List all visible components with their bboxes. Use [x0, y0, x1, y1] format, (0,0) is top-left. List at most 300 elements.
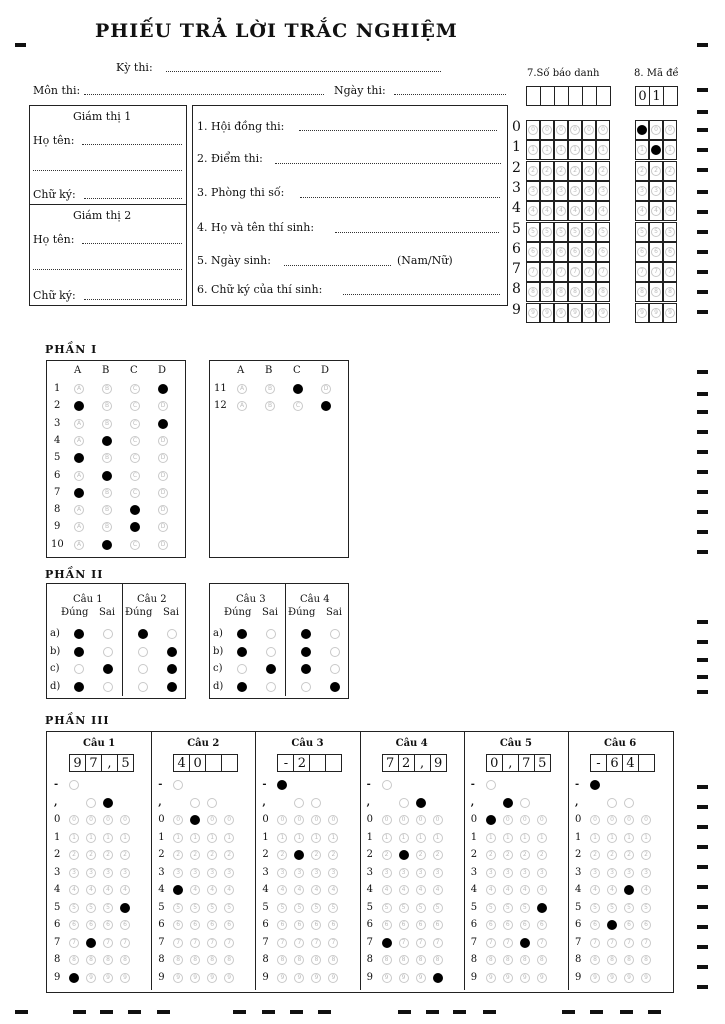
- part3-bubble[interactable]: 3: [294, 868, 304, 878]
- part3-bubble[interactable]: [173, 885, 183, 895]
- part3-bubble[interactable]: 9: [328, 973, 338, 983]
- ma-de-bubble[interactable]: 6: [637, 247, 647, 257]
- part3-bubble[interactable]: 0: [120, 815, 130, 825]
- part2-sai-bubble[interactable]: [266, 647, 276, 657]
- part3-bubble[interactable]: 3: [537, 868, 547, 878]
- ma-de-bubble[interactable]: 3: [651, 186, 661, 196]
- ma-de-bubble[interactable]: 8: [665, 287, 675, 297]
- part3-bubble[interactable]: 4: [277, 885, 287, 895]
- part3-bubble[interactable]: 9: [311, 973, 321, 983]
- part3-bubble[interactable]: 0: [173, 815, 183, 825]
- sbd-bubble[interactable]: 6: [542, 247, 552, 257]
- ma-de-cell[interactable]: 1: [649, 86, 664, 106]
- part3-answer-cell[interactable]: 4: [622, 754, 639, 772]
- part3-bubble[interactable]: 8: [590, 955, 600, 965]
- part3-bubble[interactable]: 3: [207, 868, 217, 878]
- part3-bubble[interactable]: [486, 815, 496, 825]
- part3-bubble[interactable]: 1: [207, 833, 217, 843]
- part3-bubble[interactable]: 9: [537, 973, 547, 983]
- part3-bubble[interactable]: 1: [382, 833, 392, 843]
- part3-bubble[interactable]: 8: [69, 955, 79, 965]
- part3-bubble[interactable]: [294, 798, 304, 808]
- ma-de-cell[interactable]: [663, 86, 678, 106]
- ma-de-bubble[interactable]: 4: [651, 206, 661, 216]
- part3-bubble[interactable]: 5: [486, 903, 496, 913]
- part3-bubble[interactable]: 0: [607, 815, 617, 825]
- part3-bubble[interactable]: 3: [103, 868, 113, 878]
- part1-bubble[interactable]: B: [265, 401, 275, 411]
- part3-bubble[interactable]: 4: [103, 885, 113, 895]
- part3-bubble[interactable]: 6: [173, 920, 183, 930]
- part3-answer-cell[interactable]: 7: [382, 754, 399, 772]
- sbd-bubble[interactable]: 1: [542, 145, 552, 155]
- part3-bubble[interactable]: 4: [86, 885, 96, 895]
- part3-bubble[interactable]: 2: [624, 850, 634, 860]
- part1-bubble[interactable]: A: [74, 505, 84, 515]
- part2-sai-bubble[interactable]: [266, 664, 276, 674]
- sbd-bubble[interactable]: 2: [542, 166, 552, 176]
- sbd-bubble[interactable]: 2: [598, 166, 608, 176]
- part3-bubble[interactable]: 8: [416, 955, 426, 965]
- giam-thi-2-name-line[interactable]: [82, 243, 182, 244]
- part3-bubble[interactable]: 5: [86, 903, 96, 913]
- part3-bubble[interactable]: [433, 973, 443, 983]
- part1-bubble[interactable]: B: [265, 384, 275, 394]
- part3-bubble[interactable]: 2: [207, 850, 217, 860]
- part3-bubble[interactable]: 6: [277, 920, 287, 930]
- part3-bubble[interactable]: 0: [433, 815, 443, 825]
- part3-bubble[interactable]: 3: [69, 868, 79, 878]
- so-bao-danh-cell[interactable]: [526, 86, 541, 106]
- part2-dung-bubble[interactable]: [237, 664, 247, 674]
- part3-bubble[interactable]: 4: [607, 885, 617, 895]
- sbd-bubble[interactable]: 3: [542, 186, 552, 196]
- part3-bubble[interactable]: 7: [207, 938, 217, 948]
- so-bao-danh-cell[interactable]: [540, 86, 555, 106]
- part3-bubble[interactable]: 0: [520, 815, 530, 825]
- sbd-bubble[interactable]: 7: [598, 267, 608, 277]
- part1-bubble[interactable]: A: [237, 384, 247, 394]
- part3-bubble[interactable]: 5: [173, 903, 183, 913]
- part2-sai-bubble[interactable]: [266, 682, 276, 692]
- part1-bubble[interactable]: D: [158, 401, 168, 411]
- part3-bubble[interactable]: 7: [537, 938, 547, 948]
- part2-dung-bubble[interactable]: [301, 629, 311, 639]
- part2-sai-bubble[interactable]: [167, 682, 177, 692]
- part3-bubble[interactable]: 1: [277, 833, 287, 843]
- part3-bubble[interactable]: 5: [607, 903, 617, 913]
- info-field-line-1[interactable]: [299, 130, 497, 131]
- part3-bubble[interactable]: 9: [294, 973, 304, 983]
- part3-answer-cell[interactable]: 5: [117, 754, 134, 772]
- part3-bubble[interactable]: 7: [486, 938, 496, 948]
- sbd-bubble[interactable]: 5: [570, 227, 580, 237]
- part3-answer-cell[interactable]: [325, 754, 342, 772]
- part3-bubble[interactable]: 4: [520, 885, 530, 895]
- part3-bubble[interactable]: 9: [190, 973, 200, 983]
- ma-de-bubble[interactable]: 9: [665, 308, 675, 318]
- part3-bubble[interactable]: 6: [433, 920, 443, 930]
- so-bao-danh-cell[interactable]: [568, 86, 583, 106]
- part3-bubble[interactable]: 5: [224, 903, 234, 913]
- sbd-bubble[interactable]: 4: [598, 206, 608, 216]
- sbd-bubble[interactable]: 0: [570, 125, 580, 135]
- sbd-bubble[interactable]: 5: [598, 227, 608, 237]
- part3-answer-cell[interactable]: ,: [502, 754, 519, 772]
- sbd-bubble[interactable]: 1: [556, 145, 566, 155]
- part3-bubble[interactable]: 3: [173, 868, 183, 878]
- part3-bubble[interactable]: 4: [382, 885, 392, 895]
- part1-bubble[interactable]: C: [293, 401, 303, 411]
- part3-bubble[interactable]: [311, 798, 321, 808]
- part3-bubble[interactable]: 4: [224, 885, 234, 895]
- part2-sai-bubble[interactable]: [103, 682, 113, 692]
- sbd-bubble[interactable]: 4: [528, 206, 538, 216]
- part1-bubble[interactable]: C: [130, 384, 140, 394]
- part3-bubble[interactable]: 8: [190, 955, 200, 965]
- sbd-bubble[interactable]: 3: [598, 186, 608, 196]
- part3-bubble[interactable]: [294, 850, 304, 860]
- part3-bubble[interactable]: 7: [399, 938, 409, 948]
- part1-bubble[interactable]: C: [130, 488, 140, 498]
- part3-bubble[interactable]: [382, 938, 392, 948]
- part3-bubble[interactable]: 4: [120, 885, 130, 895]
- part3-bubble[interactable]: 5: [382, 903, 392, 913]
- part3-bubble[interactable]: 1: [537, 833, 547, 843]
- ma-de-bubble[interactable]: 7: [637, 267, 647, 277]
- ma-de-bubble[interactable]: 1: [665, 145, 675, 155]
- part1-bubble[interactable]: A: [74, 436, 84, 446]
- ma-de-bubble[interactable]: 9: [637, 308, 647, 318]
- sbd-bubble[interactable]: 8: [528, 287, 538, 297]
- part3-bubble[interactable]: 1: [120, 833, 130, 843]
- sbd-bubble[interactable]: 7: [542, 267, 552, 277]
- part1-bubble[interactable]: D: [158, 522, 168, 532]
- part3-bubble[interactable]: 9: [173, 973, 183, 983]
- part3-bubble[interactable]: 1: [224, 833, 234, 843]
- ma-de-cell[interactable]: 0: [635, 86, 650, 106]
- sbd-bubble[interactable]: 8: [598, 287, 608, 297]
- part1-bubble[interactable]: [130, 522, 140, 532]
- part2-dung-bubble[interactable]: [138, 629, 148, 639]
- part2-sai-bubble[interactable]: [167, 647, 177, 657]
- part3-answer-cell[interactable]: [638, 754, 655, 772]
- part3-answer-cell[interactable]: ,: [101, 754, 118, 772]
- part3-bubble[interactable]: 3: [520, 868, 530, 878]
- part3-bubble[interactable]: 1: [416, 833, 426, 843]
- part3-bubble[interactable]: [486, 780, 496, 790]
- sbd-bubble[interactable]: 4: [570, 206, 580, 216]
- part3-bubble[interactable]: 9: [103, 973, 113, 983]
- part1-bubble[interactable]: D: [158, 453, 168, 463]
- part3-bubble[interactable]: 2: [433, 850, 443, 860]
- part3-bubble[interactable]: 8: [503, 955, 513, 965]
- ma-de-bubble[interactable]: 3: [637, 186, 647, 196]
- sbd-bubble[interactable]: 5: [556, 227, 566, 237]
- part3-bubble[interactable]: 8: [399, 955, 409, 965]
- part3-bubble[interactable]: 3: [190, 868, 200, 878]
- part3-bubble[interactable]: 0: [399, 815, 409, 825]
- part3-bubble[interactable]: 1: [399, 833, 409, 843]
- part3-bubble[interactable]: 3: [433, 868, 443, 878]
- part1-bubble[interactable]: C: [130, 540, 140, 550]
- part1-bubble[interactable]: D: [321, 384, 331, 394]
- part3-bubble[interactable]: 4: [207, 885, 217, 895]
- part2-dung-bubble[interactable]: [301, 682, 311, 692]
- part3-bubble[interactable]: 3: [382, 868, 392, 878]
- info-field-line-3[interactable]: [300, 197, 500, 198]
- ma-de-bubble[interactable]: 2: [665, 166, 675, 176]
- part3-bubble[interactable]: 8: [520, 955, 530, 965]
- part3-bubble[interactable]: 5: [503, 903, 513, 913]
- part2-sai-bubble[interactable]: [266, 629, 276, 639]
- part3-bubble[interactable]: 2: [120, 850, 130, 860]
- sbd-bubble[interactable]: 8: [556, 287, 566, 297]
- part3-bubble[interactable]: 3: [503, 868, 513, 878]
- part3-bubble[interactable]: [86, 798, 96, 808]
- part3-bubble[interactable]: 2: [86, 850, 96, 860]
- part3-bubble[interactable]: 6: [69, 920, 79, 930]
- part3-bubble[interactable]: 1: [503, 833, 513, 843]
- part3-bubble[interactable]: 8: [86, 955, 96, 965]
- sbd-bubble[interactable]: 0: [542, 125, 552, 135]
- part3-answer-cell[interactable]: 2: [293, 754, 310, 772]
- sbd-bubble[interactable]: 9: [528, 308, 538, 318]
- sbd-bubble[interactable]: 5: [542, 227, 552, 237]
- sbd-bubble[interactable]: 2: [556, 166, 566, 176]
- ky-thi-line[interactable]: [166, 71, 441, 72]
- part3-bubble[interactable]: 2: [173, 850, 183, 860]
- giam-thi-1-sign-line[interactable]: [84, 198, 182, 199]
- part1-bubble[interactable]: [102, 471, 112, 481]
- part3-bubble[interactable]: 7: [294, 938, 304, 948]
- ma-de-bubble[interactable]: 5: [651, 227, 661, 237]
- part3-bubble[interactable]: 6: [590, 920, 600, 930]
- sbd-bubble[interactable]: 8: [542, 287, 552, 297]
- part1-bubble[interactable]: B: [102, 453, 112, 463]
- part3-bubble[interactable]: 2: [607, 850, 617, 860]
- giam-thi-2-sign-line[interactable]: [84, 299, 182, 300]
- sbd-bubble[interactable]: 6: [570, 247, 580, 257]
- part3-bubble[interactable]: 9: [86, 973, 96, 983]
- part3-bubble[interactable]: [382, 780, 392, 790]
- part1-bubble[interactable]: [158, 384, 168, 394]
- part2-dung-bubble[interactable]: [138, 682, 148, 692]
- part3-bubble[interactable]: 2: [277, 850, 287, 860]
- part3-bubble[interactable]: 1: [294, 833, 304, 843]
- part1-bubble[interactable]: D: [158, 488, 168, 498]
- part3-bubble[interactable]: 1: [607, 833, 617, 843]
- part3-bubble[interactable]: 9: [399, 973, 409, 983]
- part3-bubble[interactable]: 1: [624, 833, 634, 843]
- sbd-bubble[interactable]: 2: [570, 166, 580, 176]
- part2-dung-bubble[interactable]: [74, 647, 84, 657]
- sbd-bubble[interactable]: 6: [598, 247, 608, 257]
- part3-bubble[interactable]: 9: [641, 973, 651, 983]
- sbd-bubble[interactable]: 9: [556, 308, 566, 318]
- part3-bubble[interactable]: 2: [69, 850, 79, 860]
- part1-bubble[interactable]: A: [74, 522, 84, 532]
- part3-bubble[interactable]: [503, 798, 513, 808]
- part3-bubble[interactable]: [624, 798, 634, 808]
- part3-bubble[interactable]: [537, 903, 547, 913]
- part3-bubble[interactable]: 5: [624, 903, 634, 913]
- part3-bubble[interactable]: 1: [190, 833, 200, 843]
- sbd-bubble[interactable]: 0: [598, 125, 608, 135]
- part3-bubble[interactable]: 8: [173, 955, 183, 965]
- part1-bubble[interactable]: D: [158, 436, 168, 446]
- part3-bubble[interactable]: 3: [86, 868, 96, 878]
- part3-bubble[interactable]: 6: [624, 920, 634, 930]
- part3-bubble[interactable]: [69, 780, 79, 790]
- part3-bubble[interactable]: 9: [607, 973, 617, 983]
- sbd-bubble[interactable]: 7: [570, 267, 580, 277]
- ma-de-bubble[interactable]: 9: [651, 308, 661, 318]
- sbd-bubble[interactable]: 1: [570, 145, 580, 155]
- part3-bubble[interactable]: 4: [590, 885, 600, 895]
- part3-bubble[interactable]: 6: [416, 920, 426, 930]
- part1-bubble[interactable]: [74, 453, 84, 463]
- part3-bubble[interactable]: 7: [503, 938, 513, 948]
- part1-bubble[interactable]: C: [130, 471, 140, 481]
- part3-bubble[interactable]: 8: [382, 955, 392, 965]
- part3-bubble[interactable]: 0: [103, 815, 113, 825]
- sbd-bubble[interactable]: 6: [584, 247, 594, 257]
- part3-bubble[interactable]: [520, 938, 530, 948]
- ma-de-bubble[interactable]: 2: [637, 166, 647, 176]
- part3-bubble[interactable]: 1: [641, 833, 651, 843]
- part3-bubble[interactable]: 6: [224, 920, 234, 930]
- part3-bubble[interactable]: 5: [590, 903, 600, 913]
- part3-bubble[interactable]: 7: [103, 938, 113, 948]
- part3-bubble[interactable]: [520, 798, 530, 808]
- mon-thi-line[interactable]: [84, 94, 324, 95]
- part3-bubble[interactable]: 2: [503, 850, 513, 860]
- part3-bubble[interactable]: [607, 798, 617, 808]
- part2-sai-bubble[interactable]: [167, 664, 177, 674]
- part3-bubble[interactable]: [103, 798, 113, 808]
- part2-sai-bubble[interactable]: [330, 629, 340, 639]
- sbd-bubble[interactable]: 3: [570, 186, 580, 196]
- part3-bubble[interactable]: 5: [190, 903, 200, 913]
- part1-bubble[interactable]: A: [74, 419, 84, 429]
- sbd-bubble[interactable]: 0: [556, 125, 566, 135]
- part3-bubble[interactable]: 6: [207, 920, 217, 930]
- sbd-bubble[interactable]: 5: [584, 227, 594, 237]
- part3-bubble[interactable]: 2: [641, 850, 651, 860]
- part3-bubble[interactable]: 3: [399, 868, 409, 878]
- part3-bubble[interactable]: 0: [328, 815, 338, 825]
- part3-bubble[interactable]: 4: [537, 885, 547, 895]
- part3-bubble[interactable]: 1: [86, 833, 96, 843]
- part3-bubble[interactable]: [120, 903, 130, 913]
- part3-bubble[interactable]: 8: [294, 955, 304, 965]
- part3-bubble[interactable]: 7: [311, 938, 321, 948]
- part3-bubble[interactable]: 4: [311, 885, 321, 895]
- part3-bubble[interactable]: 9: [590, 973, 600, 983]
- part2-dung-bubble[interactable]: [237, 629, 247, 639]
- sbd-bubble[interactable]: 3: [584, 186, 594, 196]
- part3-bubble[interactable]: 8: [311, 955, 321, 965]
- ma-de-bubble[interactable]: [637, 125, 647, 135]
- part3-bubble[interactable]: 4: [416, 885, 426, 895]
- part3-bubble[interactable]: 6: [86, 920, 96, 930]
- part3-bubble[interactable]: 5: [277, 903, 287, 913]
- so-bao-danh-cell[interactable]: [596, 86, 611, 106]
- part3-bubble[interactable]: 0: [641, 815, 651, 825]
- part3-bubble[interactable]: 9: [120, 973, 130, 983]
- part2-sai-bubble[interactable]: [103, 647, 113, 657]
- part3-bubble[interactable]: 5: [433, 903, 443, 913]
- part3-bubble[interactable]: [190, 815, 200, 825]
- part3-bubble[interactable]: 7: [433, 938, 443, 948]
- part2-dung-bubble[interactable]: [138, 664, 148, 674]
- part3-bubble[interactable]: [416, 798, 426, 808]
- part3-bubble[interactable]: 6: [382, 920, 392, 930]
- part3-bubble[interactable]: 4: [190, 885, 200, 895]
- part3-answer-cell[interactable]: ,: [414, 754, 431, 772]
- part3-bubble[interactable]: 2: [486, 850, 496, 860]
- part3-answer-cell[interactable]: 2: [398, 754, 415, 772]
- part3-bubble[interactable]: 0: [590, 815, 600, 825]
- sbd-bubble[interactable]: 9: [584, 308, 594, 318]
- part3-bubble[interactable]: [190, 798, 200, 808]
- sbd-bubble[interactable]: 1: [584, 145, 594, 155]
- part3-bubble[interactable]: 7: [641, 938, 651, 948]
- part1-bubble[interactable]: [158, 419, 168, 429]
- part3-answer-cell[interactable]: -: [590, 754, 607, 772]
- part3-bubble[interactable]: [624, 885, 634, 895]
- part3-bubble[interactable]: 9: [416, 973, 426, 983]
- sbd-bubble[interactable]: 5: [528, 227, 538, 237]
- part3-bubble[interactable]: 0: [416, 815, 426, 825]
- part3-bubble[interactable]: 6: [190, 920, 200, 930]
- part1-bubble[interactable]: A: [74, 540, 84, 550]
- part3-bubble[interactable]: 4: [399, 885, 409, 895]
- part3-answer-cell[interactable]: [221, 754, 238, 772]
- part3-bubble[interactable]: 7: [277, 938, 287, 948]
- part2-dung-bubble[interactable]: [301, 664, 311, 674]
- part3-bubble[interactable]: 7: [190, 938, 200, 948]
- part3-bubble[interactable]: 0: [294, 815, 304, 825]
- part2-sai-bubble[interactable]: [330, 682, 340, 692]
- part2-dung-bubble[interactable]: [74, 682, 84, 692]
- ma-de-bubble[interactable]: 1: [637, 145, 647, 155]
- part3-bubble[interactable]: 1: [590, 833, 600, 843]
- part1-bubble[interactable]: [321, 401, 331, 411]
- part3-bubble[interactable]: 1: [311, 833, 321, 843]
- part3-bubble[interactable]: 3: [590, 868, 600, 878]
- part3-bubble[interactable]: 8: [207, 955, 217, 965]
- part2-dung-bubble[interactable]: [237, 682, 247, 692]
- sbd-bubble[interactable]: 3: [556, 186, 566, 196]
- part3-bubble[interactable]: [173, 780, 183, 790]
- part3-bubble[interactable]: 5: [399, 903, 409, 913]
- part3-bubble[interactable]: 6: [103, 920, 113, 930]
- part3-bubble[interactable]: 1: [486, 833, 496, 843]
- part3-bubble[interactable]: 0: [624, 815, 634, 825]
- sbd-bubble[interactable]: 9: [542, 308, 552, 318]
- part3-bubble[interactable]: 9: [277, 973, 287, 983]
- part3-bubble[interactable]: 2: [224, 850, 234, 860]
- part3-bubble[interactable]: 8: [624, 955, 634, 965]
- part3-bubble[interactable]: 5: [641, 903, 651, 913]
- part3-bubble[interactable]: 9: [224, 973, 234, 983]
- part2-dung-bubble[interactable]: [237, 647, 247, 657]
- part3-bubble[interactable]: 0: [382, 815, 392, 825]
- part3-bubble[interactable]: 8: [607, 955, 617, 965]
- part3-bubble[interactable]: 3: [311, 868, 321, 878]
